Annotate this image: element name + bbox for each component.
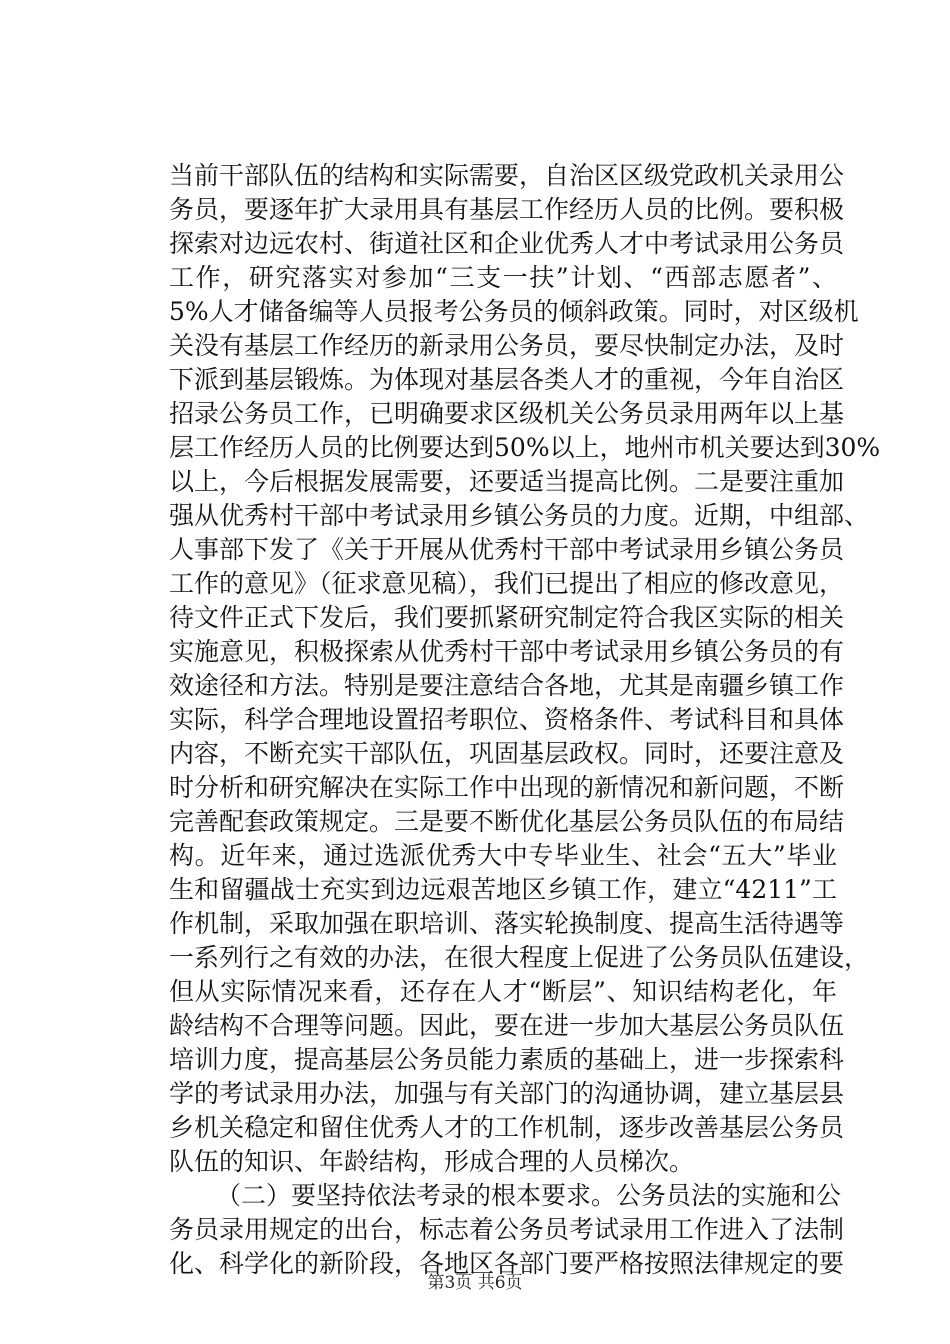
text-line: 培训力度，提高基层公务员能力素质的基础上，进一步探索科 (169, 1045, 845, 1074)
section-heading-line: （二）要坚持依法考录的根本要求。公务员法的实施和公 (216, 1181, 842, 1210)
text-line: 时分析和研究解决在实际工作中出现的新情况和新问题，不断 (169, 773, 845, 802)
text-line: 构。近年来，通过选派优秀大中专毕业生、社会“五大”毕业 (169, 841, 837, 870)
text-line: 实际，科学合理地设置招考职位、资格条件、考试科目和具体 (169, 705, 845, 734)
text-line: 务员，要逐年扩大录用具有基层工作经历人员的比例。要积极 (169, 195, 845, 224)
text-line: 效途径和方法。特别是要注意结合各地，尤其是南疆乡镇工作 (169, 671, 845, 700)
body-text (169, 159, 881, 1281)
text-line: 化、科学化的新阶段，各地区各部门要严格按照法律规定的要 (169, 1249, 845, 1278)
text-line: 招录公务员工作，已明确要求区级机关公务员录用两年以上基 (169, 399, 845, 428)
paragraph-last-line: 队伍的知识、年龄结构，形成合理的人员梯次。 (169, 1147, 695, 1176)
text-line: 下派到基层锻炼。为体现对基层各类人才的重视，今年自治区 (169, 365, 845, 394)
text-line: 人事部下发了《关于开展从优秀村干部中考试录用乡镇公务员 (169, 535, 845, 564)
text-line: 关没有基层工作经历的新录用公务员，要尽快制定办法，及时 (169, 331, 845, 360)
text-line: 务员录用规定的出台，标志着公务员考试录用工作进入了法制 (169, 1215, 845, 1244)
text-line: 乡机关稳定和留住优秀人才的工作机制，逐步改善基层公务员 (169, 1113, 845, 1142)
page-number-footer: 第3页 共6页 (427, 1273, 523, 1293)
text-line: 学的考试录用办法，加强与有关部门的沟通协调，建立基层县 (169, 1079, 845, 1108)
text-line: 作机制，采取加强在职培训、落实轮换制度、提高生活待遇等 (169, 909, 845, 938)
text-line: 工作的意见》（征求意见稿），我们已提出了相应的修改意见， (169, 569, 845, 598)
text-line: 层工作经历人员的比例要达到50%以上，地州市机关要达到30% (169, 433, 881, 462)
text-line: 完善配套政策规定。三是要不断优化基层公务员队伍的布局结 (169, 807, 845, 836)
text-line: 待文件正式下发后，我们要抓紧研究制定符合我区实际的相关 (169, 603, 845, 632)
text-line: 以上，今后根据发展需要，还要适当提高比例。二是要注重加 (169, 467, 845, 496)
text-line: 龄结构不合理等问题。因此，要在进一步加大基层公务员队伍 (169, 1011, 845, 1040)
text-line: 强从优秀村干部中考试录用乡镇公务员的力度。近期，中组部、 (169, 501, 870, 530)
text-line: 5%人才储备编等人员报考公务员的倾斜政策。同时，对区级机 (169, 297, 859, 326)
text-line: 实施意见，积极探索从优秀村干部中考试录用乡镇公务员的有 (169, 637, 845, 666)
text-line: 但从实际情况来看，还存在人才“断层”、知识结构老化，年 (169, 977, 837, 1006)
text-line: 生和留疆战士充实到边远艰苦地区乡镇工作，建立“4211”工 (169, 875, 837, 904)
text-line: 工作，研究落实对参加“三支一扶”计划、“西部志愿者”、 (169, 263, 837, 292)
text-line: 内容，不断充实干部队伍，巩固基层政权。同时，还要注意及 (169, 739, 845, 768)
text-line: 一系列行之有效的办法，在很大程度上促进了公务员队伍建设， (169, 943, 870, 972)
text-line: 探索对边远农村、街道社区和企业优秀人才中考试录用公务员 (169, 229, 845, 258)
text-line: 当前干部队伍的结构和实际需要，自治区区级党政机关录用公 (169, 161, 845, 190)
